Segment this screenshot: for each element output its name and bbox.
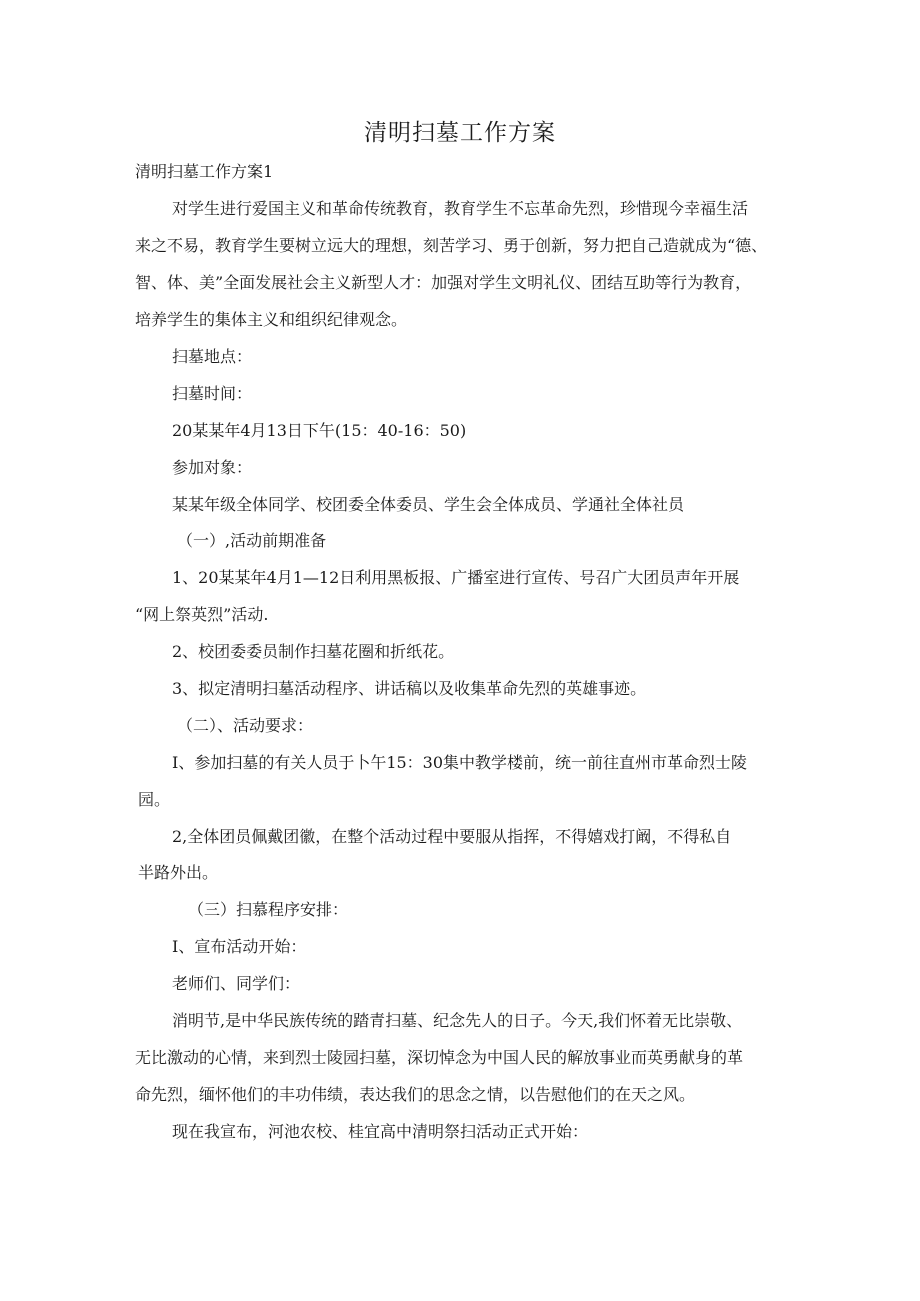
document-title: 清明扫墓工作方案 (364, 120, 556, 146)
paragraph-line: 命先烈，缅怀他们的丰功伟绩，表达我们的思念之情，以告慰他们的在天之风。 (135, 1085, 696, 1104)
paragraph-line: 来之不易，教育学生要树立远大的理想，刻苦学习、勇于创新，努力把自己造就成为“德、 (135, 236, 768, 255)
list-item: 2,全体团员佩戴团徽，在整个活动过程中要服从指挥，不得嬉戏打阚，不得私自 (172, 827, 732, 846)
paragraph-line: 培养学生的集体主义和组织纪律观念。 (135, 310, 408, 329)
participants-label: 参加对象： (172, 458, 253, 477)
paragraph-line: 消明节,是中华民族传统的踏青扫墓、纪念先人的日子。今天,我们怀着无比崇敬、 (172, 1011, 743, 1030)
list-item: 1、20某某年4月1—12日利用黑板报、广播室进行宣传、号召广大团员声年开展 (172, 568, 740, 587)
section-two-heading: （二）、活动要求： (177, 716, 314, 735)
paragraph-line: 无比激动的心情，来到烈士陵园扫墓，深切悼念为中国人民的解放事业而英勇献身的革 (135, 1048, 744, 1067)
list-item-continuation: “网上祭英烈”活动. (135, 605, 269, 624)
paragraph-line: 对学生进行爱国主义和革命传统教育，教育学生不忘革命先烈，珍惜现今幸福生活 (172, 199, 749, 218)
paragraph-line: 智、体、美”全面发展社会主义新型人才：加强对学生文明礼仪、团结互助等行为教育， (135, 273, 752, 292)
time-label: 扫墓时间： (172, 384, 253, 403)
list-item: I、参加扫墓的有关人员于卜午15：30集中教学楼前，统一前往直州市革命烈士陵 (172, 753, 748, 772)
announcement-line: 现在我宣布，河池农校、桂宜高中清明祭扫活动正式开始： (172, 1122, 589, 1141)
list-item-continuation: 园。 (138, 790, 171, 809)
section-heading: 清明扫墓工作方案1 (135, 162, 274, 181)
list-item: 2、校团委委员制作扫墓花圈和折纸花。 (172, 642, 455, 661)
section-three-heading: （三）扫慕程序安排： (188, 900, 349, 919)
section-one-heading: （一）,活动前期准备 (177, 531, 327, 550)
list-item: 3、拟定清明扫墓活动程序、讲话稿以及收集革命先烈的英雄事迹。 (172, 679, 647, 698)
location-label: 扫墓地点： (172, 347, 253, 366)
participants-value: 某某年级全体同学、校团委全体委员、学生会全体成员、学通社全体社员 (172, 495, 685, 514)
greeting-line: 老师们、同学们： (172, 974, 301, 993)
list-item-continuation: 半路外出。 (138, 863, 219, 882)
list-item: I、宣布活动开始： (172, 937, 307, 956)
time-value: 20某某年4月13日下午(15：40-16：50) (172, 421, 467, 440)
